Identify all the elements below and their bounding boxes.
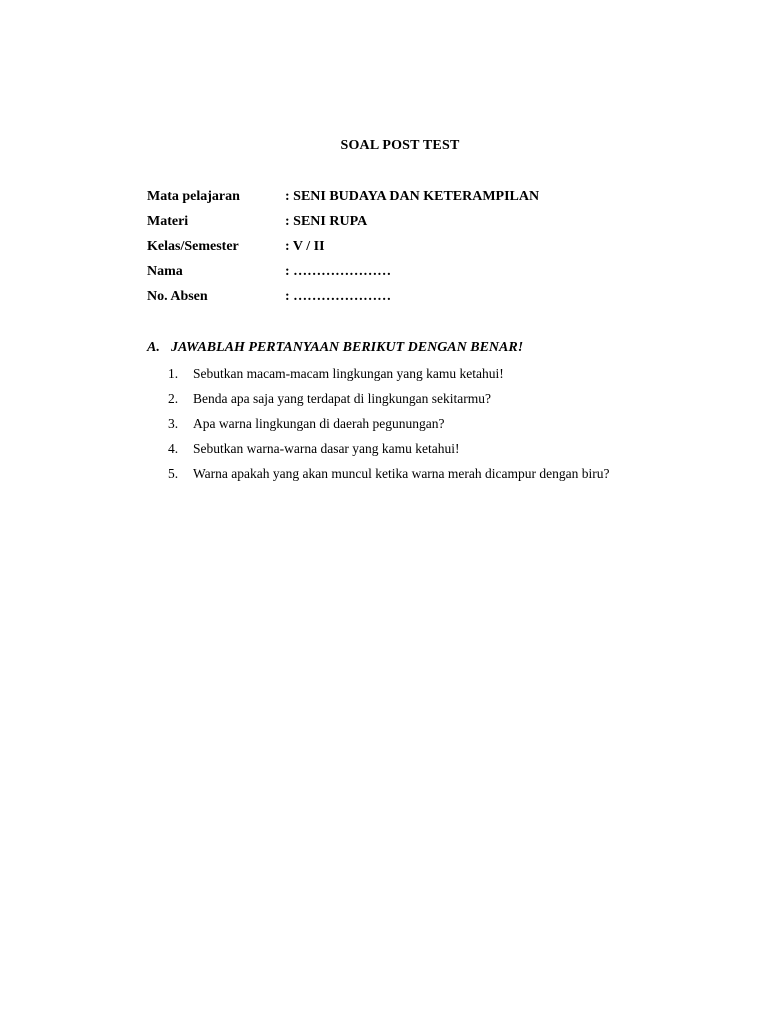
info-value: : SENI BUDAYA DAN KETERAMPILAN: [285, 189, 540, 204]
info-label: Kelas/Semester: [147, 239, 239, 254]
question-list: [147, 361, 667, 486]
question-number: 2.: [168, 391, 179, 406]
question-text: Warna apakah yang akan muncul ketika warna merah dicampur dengan biru?: [193, 466, 610, 481]
info-row-absence-number: [147, 288, 667, 313]
question-text: Benda apa saja yang terdapat di lingkungan sekitarmu?: [193, 391, 492, 406]
info-value: : SENI RUPA: [285, 214, 368, 229]
section-heading-text: JAWABLAH PERTANYAAN BERIKUT DENGAN BENAR!: [171, 340, 524, 355]
page-title: SOAL POST TEST: [340, 138, 460, 153]
info-value: : …………………: [285, 289, 392, 304]
list-item: [147, 386, 667, 411]
question-number: 5.: [168, 466, 179, 481]
info-label: Mata pelajaran: [147, 189, 240, 204]
list-item: [147, 436, 667, 461]
info-value: : …………………: [285, 264, 392, 279]
info-label: Nama: [147, 264, 183, 279]
info-label: Materi: [147, 214, 189, 229]
info-row-name: [147, 263, 667, 288]
list-item: [147, 461, 667, 486]
question-text: Apa warna lingkungan di daerah pegunungan?: [193, 416, 445, 431]
list-item: [147, 361, 667, 386]
info-row-class-semester: [147, 238, 667, 263]
question-text: Sebutkan macam-macam lingkungan yang kamu ketahui!: [193, 366, 504, 381]
question-number: 3.: [168, 416, 179, 431]
list-item: [147, 411, 667, 436]
student-info-block: [147, 188, 667, 313]
section-letter: A.: [147, 340, 160, 355]
question-text: Sebutkan warna-warna dasar yang kamu ketahui!: [193, 441, 460, 456]
question-number: 1.: [168, 366, 179, 381]
info-label: No. Absen: [147, 289, 208, 304]
info-row-material: [147, 213, 667, 238]
question-section: [147, 339, 667, 486]
section-heading: [147, 339, 667, 361]
info-row-subject: [147, 188, 667, 213]
question-number: 4.: [168, 441, 179, 456]
info-value: : V / II: [285, 239, 325, 254]
